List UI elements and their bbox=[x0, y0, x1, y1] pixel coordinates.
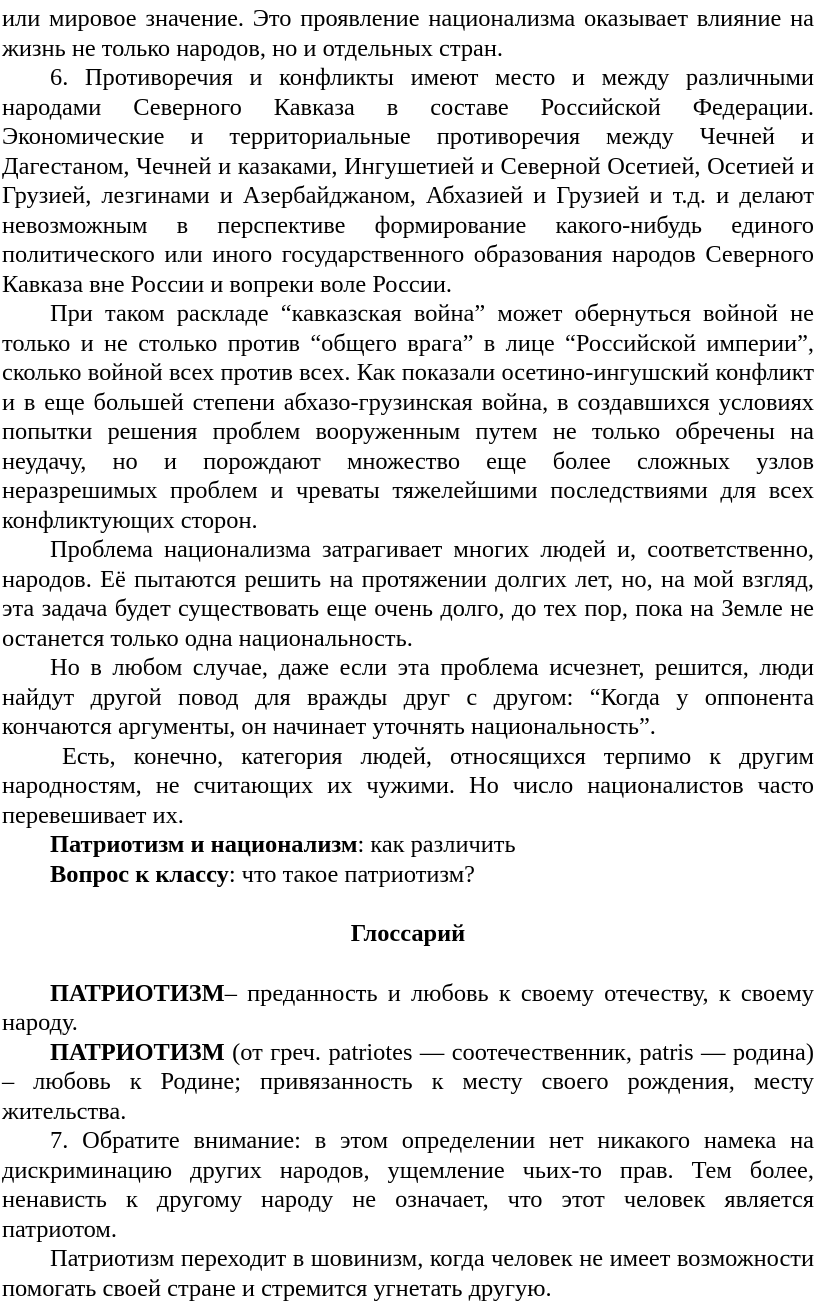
bold-question: Вопрос к классу bbox=[50, 860, 229, 888]
bold-topic: Патриотизм и национализм bbox=[50, 831, 358, 858]
glossary-entry-2 bbox=[2, 1038, 814, 1127]
glossary-entry-1 bbox=[2, 979, 814, 1038]
paragraph-continuation: или мировое значение. Это проявление национализма оказывает влияние на жизнь не только народов, но и отдельных стран. bbox=[2, 5, 814, 62]
paragraph-patriotism-vs-nationalism bbox=[2, 830, 814, 860]
paragraph-another-reason: Но в любом случае, даже если эта проблема исчезнет, решится, люди найдут другой повод для вражды друг с другом: “Когда у оппонента кончаются аргументы, он начинает уточнять национальность”. bbox=[2, 654, 814, 740]
paragraph-tolerant-people: Есть, конечно, категория людей, относящихся терпимо к другим народностям, не считающих их чужими. Но число националистов часто перевешивает их. bbox=[2, 742, 814, 829]
paragraph-caucasus-war: При таком раскладе “кавказская война” может обернуться войной не только и не столько против “общего врага” в лице “Российской империи”, сколько войной всех против всех. Как показали осетино-ингушский конфликт и в еще большей степени абхазо-грузинская война, в создавшихся условиях попытки решения проблем вооруженным путем не только обречены на неудачу, но и порождают множество еще более сложных узлов неразрешимых проблем и чреваты тяжелейшими последствиями для всех конфликтующих сторон. bbox=[2, 300, 814, 534]
paragraph-class-question bbox=[2, 860, 814, 890]
topic-rest: : как различить bbox=[357, 831, 516, 858]
glossary-term-1: ПАТРИОТИЗМ bbox=[50, 979, 225, 1007]
glossary-definition-2: (от греч. patriotes — соотечественник, patris — родина) – любовь к Родине; привязанность к месту своего рождения, месту жительства. bbox=[2, 1038, 814, 1125]
paragraph-point-7: 7. Обратите внимание: в этом определении нет никакого намека на дискриминацию других народов, ущемление чьих-то прав. Тем более, ненависть к другому народу не означает, что этот человек является патриотом. bbox=[2, 1127, 814, 1243]
paragraph-nationalism-problem: Проблема национализма затрагивает многих людей и, соответственно, народов. Её пытаются решить на протяжении долгих лет, но, на мой взгляд, эта задача будет существовать еще очень долго, до тех пор, пока на Земле не останется только одна национальность. bbox=[2, 536, 814, 652]
question-rest: : что такое патриотизм? bbox=[228, 860, 475, 888]
glossary-heading: Глоссарий bbox=[350, 920, 466, 947]
glossary-definition-1: – преданность и любовь к своему отечеству, к своему народу. bbox=[2, 979, 814, 1036]
glossary-term-2: ПАТРИОТИЗМ bbox=[50, 1038, 225, 1066]
paragraph-chauvinism: Патриотизм переходит в шовинизм, когда человек не имеет возможности помогать своей стране и стремится угнетать другую. bbox=[2, 1245, 814, 1302]
paragraph-point-6: 6. Противоречия и конфликты имеют место и между различными народами Северного Кавказа в составе Российской Федерации. Экономические и территориальные противоречия между Чечней и Дагестаном, Чечней и казаками, Ингушетией и Северной Осетией, Осетией и Грузией, лезгинами и Азербайджаном, Абхазией и Грузией и т.д. и делают невозможным в перспективе формирование какого-нибудь единого политического или иного государственного образования народов Северного Кавказа вне России и вопреки воле России. bbox=[2, 64, 814, 298]
